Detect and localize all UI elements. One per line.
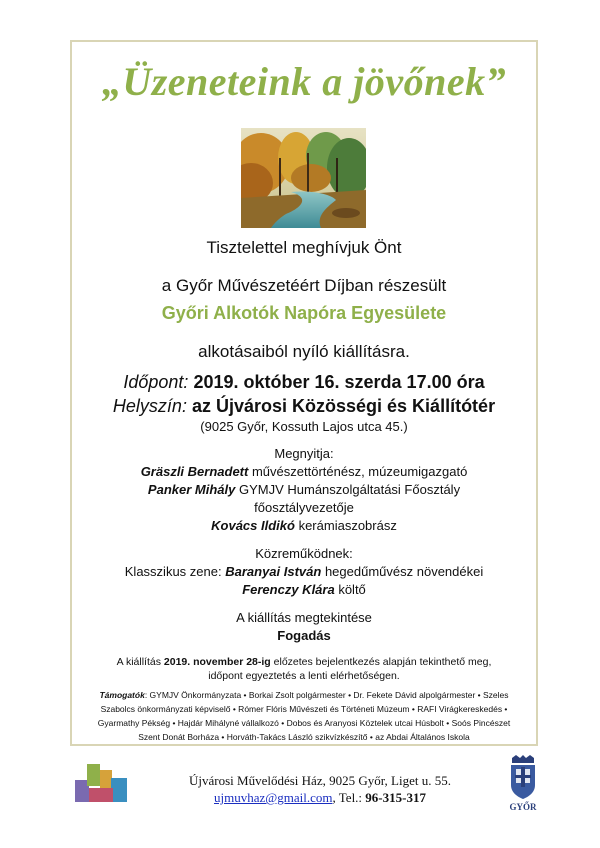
- sponsors-line: Gyarmathy Pékség • Hajdár Mihályné vállalkozó • Dobos és Aranyosi Köztelek utcai Húsbolt • Soós Pincészet: [97, 718, 511, 728]
- footer-address: Újvárosi Művelődési Ház, 9025 Győr, Liget u. 55.: [189, 773, 451, 788]
- organization-name: Győri Alkotók Napóra Egyesülete: [161, 303, 447, 323]
- poster-title: „Üzeneteink a jövőnek”: [101, 59, 507, 104]
- gyor-coat-of-arms-icon: [506, 755, 540, 815]
- sponsors-label: Támogatók: [99, 690, 145, 700]
- opener-2: [70, 482, 538, 497]
- contributor-role: hegedűművész növendékei: [324, 564, 484, 579]
- opener-2-role-cont: főosztályvezetője: [254, 500, 354, 515]
- sponsors-line: Szabolcs önkormányzati képviselő • Rómer Flóris Művészeti és Történeti Múzeum • RAFI Virágkereskedés •: [100, 704, 508, 714]
- event-place: [70, 396, 538, 417]
- visit-date: 2019. november 28-ig: [163, 656, 271, 668]
- reception-text: Fogadás: [277, 628, 331, 643]
- visit-info-line2: időpont egyeztetés a lenti elérhetőségen.: [208, 670, 400, 682]
- opener-role: GYMJV Humánszolgáltatási Főosztály: [238, 482, 461, 497]
- visit-prefix: A kiállítás: [116, 656, 161, 668]
- autumn-painting: [241, 128, 366, 228]
- opener-name: Panker Mihály: [147, 482, 236, 497]
- place-label: Helyszín:: [112, 396, 187, 416]
- visit-info: [70, 656, 538, 668]
- event-time: [70, 372, 538, 393]
- award-line: a Győr Művészetéért Díjban részesült: [161, 276, 447, 295]
- contributor-2: [70, 582, 538, 597]
- contributor-1: [70, 564, 538, 579]
- footer-contact: [150, 790, 490, 806]
- contributor-name: Ferenczy Klára: [242, 582, 335, 597]
- opener-name: Gräszli Bernadett: [140, 464, 249, 479]
- time-label: Időpont:: [123, 372, 189, 392]
- contributors-heading: Közreműködnek:: [255, 546, 353, 561]
- sponsors-block: [70, 688, 538, 744]
- visit-suffix: előzetes bejelentkezés alapján tekinthető meg,: [273, 656, 492, 668]
- house-logo: [75, 762, 127, 802]
- tel-label: , Tel.:: [332, 790, 363, 805]
- phone-number: 96-315-317: [365, 790, 426, 805]
- opener-3: [70, 518, 538, 533]
- contributor-prefix: Klasszikus zene:: [124, 564, 222, 579]
- opener-1: [70, 464, 538, 479]
- invite-text: Tisztelettel meghívjuk Önt: [206, 238, 402, 257]
- opener-name: Kovács Ildikó: [211, 518, 295, 533]
- contributor-name: Baranyai István: [225, 564, 322, 579]
- sponsors-line: Szent Donát Borháza • Horváth-Takács László szikvízkészítő • az Abdai Általános Iskola: [138, 732, 470, 742]
- place-address: (9025 Győr, Kossuth Lajos utca 45.): [200, 419, 408, 434]
- time-value: 2019. október 16. szerda 17.00 óra: [193, 372, 485, 392]
- opening-heading: Megnyitja:: [274, 446, 334, 461]
- city-logo-text: GYŐR: [509, 802, 537, 812]
- viewing-text: A kiállítás megtekintése: [236, 610, 372, 625]
- opener-role: művészettörténész, múzeumigazgató: [251, 464, 468, 479]
- contributor-role: költő: [338, 582, 366, 597]
- place-value: az Újvárosi Közösségi és Kiállítótér: [191, 396, 496, 416]
- email-link[interactable]: ujmuvhaz@gmail.com: [214, 790, 333, 805]
- sponsors-text: : GYMJV Önkormányzata • Borkai Zsolt polgármester • Dr. Fekete Dávid alpolgármester • Szeles: [144, 690, 509, 700]
- exhibit-line: alkotásaiból nyíló kiállításra.: [198, 342, 410, 361]
- sponsors-line: [70, 688, 538, 702]
- opener-role: kerámiaszobrász: [298, 518, 397, 533]
